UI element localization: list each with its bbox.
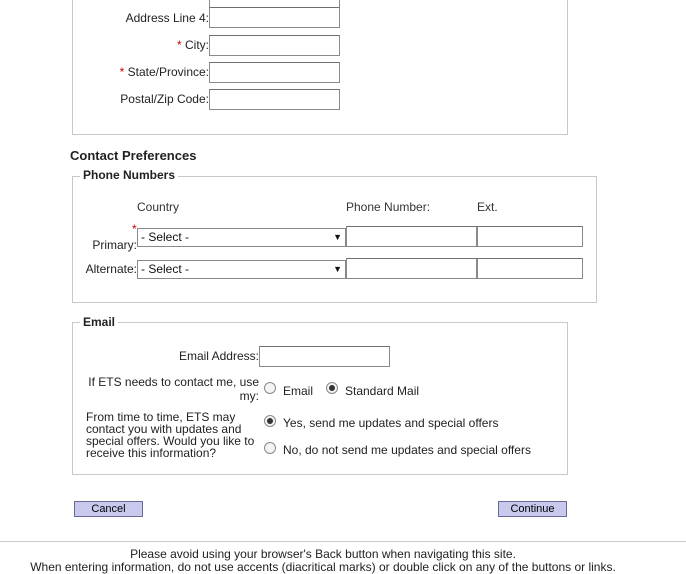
alternate-country-value: - Select - [141, 262, 190, 276]
updates-no-label: No, do not send me updates and special offers [283, 443, 531, 457]
city-input[interactable] [209, 35, 340, 56]
alternate-ext-input[interactable] [477, 258, 583, 279]
ext-column-header: Ext. [477, 200, 498, 214]
alternate-label: Alternate: [85, 262, 137, 276]
primary-ext-input[interactable] [477, 226, 583, 247]
city-label [80, 38, 209, 52]
phone-legend: Phone Numbers [80, 168, 178, 182]
primary-country-select[interactable] [137, 228, 346, 247]
email-legend: Email [80, 315, 118, 329]
state-label-text: State/Province: [127, 65, 209, 79]
state-label [80, 65, 209, 79]
primary-label: Primary: [92, 238, 137, 252]
address-line4-input[interactable] [209, 7, 340, 28]
footer-note-line1: Please avoid using your browser's Back button when navigating this site. [130, 547, 516, 561]
contact-email-radio[interactable] [264, 382, 276, 394]
country-column-header: Country [137, 200, 180, 214]
phone-number-column-header: Phone Number: [346, 200, 431, 214]
email-address-input[interactable] [259, 346, 390, 367]
contact-mail-radio[interactable] [326, 382, 338, 394]
chevron-down-icon: ▼ [333, 232, 342, 242]
primary-country-value: - Select - [141, 230, 190, 244]
required-marker: * [119, 65, 125, 79]
contact-preferences-title: Contact Preferences [70, 148, 197, 163]
primary-phone-input[interactable] [346, 226, 477, 247]
alternate-phone-input[interactable] [346, 258, 477, 279]
state-input[interactable] [209, 62, 340, 83]
zip-label: Postal/Zip Code: [120, 92, 209, 106]
updates-question: From time to time, ETS may contact you with updates and special offers. Would you like to receive this information? [86, 410, 255, 460]
contact-method-question: If ETS needs to contact me, use my: [88, 375, 259, 403]
updates-yes-radio[interactable] [264, 415, 276, 427]
primary-required-marker: * [132, 222, 137, 236]
footer-note-line2: When entering information, do not use accents (diacritical marks) or double click on any of the buttons or links. [30, 560, 616, 574]
zip-input[interactable] [209, 89, 340, 110]
continue-button[interactable]: Continue [498, 501, 567, 517]
contact-mail-label: Standard Mail [345, 384, 420, 398]
email-address-label: Email Address: [178, 349, 259, 363]
footer-divider [0, 541, 686, 542]
cancel-button[interactable]: Cancel [74, 501, 143, 517]
contact-email-label: Email [283, 384, 314, 398]
address-line4-label: Address Line 4: [125, 11, 209, 25]
required-marker: * [176, 38, 182, 52]
chevron-down-icon: ▼ [333, 264, 342, 274]
updates-yes-label: Yes, send me updates and special offers [283, 416, 499, 430]
city-label-text: City: [185, 38, 209, 52]
alternate-country-select[interactable] [137, 260, 346, 279]
updates-no-radio[interactable] [264, 442, 276, 454]
